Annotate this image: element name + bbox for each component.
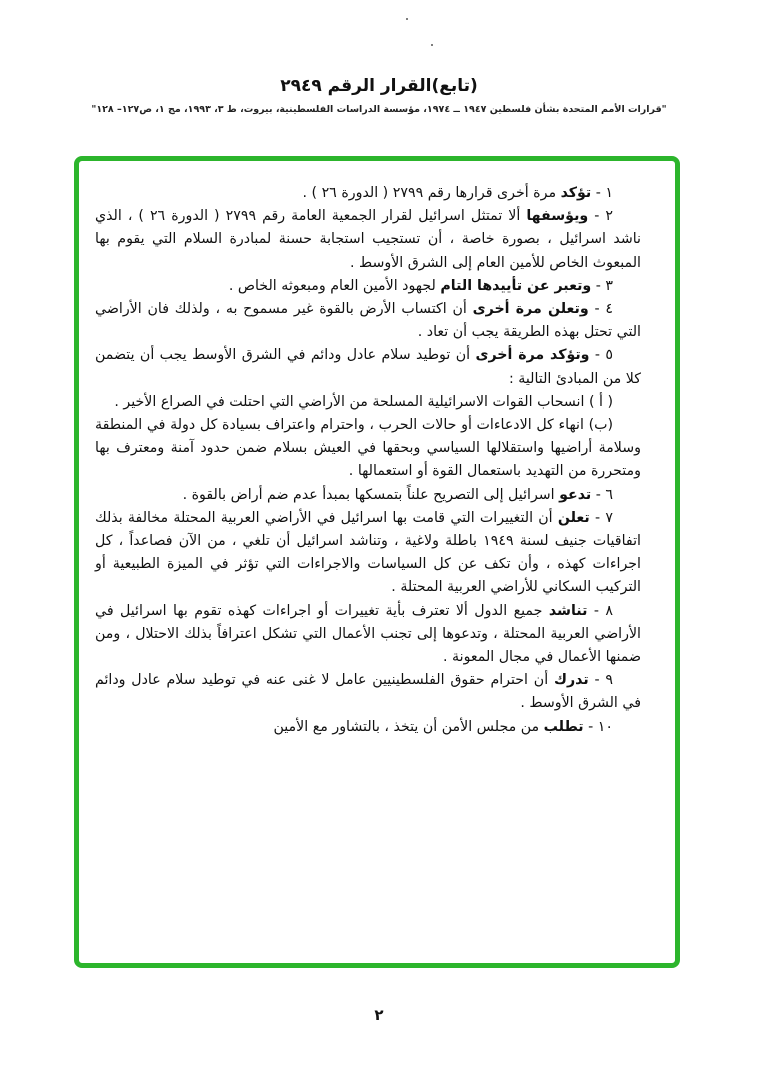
paragraph-number: ٧ -: [589, 509, 613, 526]
paragraph-text: ألا تمتثل اسرائيل لقرار الجمعية العامة رقم ٢٧٩٩ ( الدورة ٢٦ ) ، الذي ناشد اسرائيل ، بصورة خاصة ، أن تستجيب استجابة حسنة لمبادرة السلام التي يقوم بها المبعوث الخاص للأمين العام إلى الشرق الأوسط .: [95, 208, 641, 271]
paragraph-text: أن احترام حقوق الفلسطينيين عامل لا غنى عنه في توطيد سلام عادل ودائم في الشرق الأوسط .: [95, 672, 641, 712]
paragraph-5: [95, 344, 641, 390]
paragraph-8: [95, 600, 641, 670]
paragraph-4: [95, 298, 641, 344]
paragraph-10: [95, 716, 641, 739]
paragraph-text: اسرائيل إلى التصريح علناً بتمسكها بمبدأ عدم ضم أراض بالقوة .: [182, 486, 560, 503]
paragraph-number: ٢ -: [588, 208, 613, 225]
paragraph-lead: وتعلن مرة أخرى: [472, 301, 589, 318]
paragraph-text: أن التغييرات التي قامت بها اسرائيل في الأراضي العربية المحتلة مخالفة بذلك اتفاقيات جنيف لسنة ١٩٤٩ باطلة ولاغية ، وتناشد اسرائيل أن تلغي ، من الآن فصاعداً ، كل اجراءات كهذه ، وأن تكف عن كل السياسات والاجراءات التي تؤثر في الميزة الطبيعية أو التركيب السكاني للأراضي العربية المحتلة .: [95, 509, 641, 596]
paragraph-text: انسحاب القوات الاسرائيلية المسلحة من الأراضي التي احتلت في الصراع الأخير .: [114, 393, 585, 410]
paragraph-lead: وتعبر عن تأييدها التام: [440, 277, 592, 294]
paragraph-number: ١٠ -: [583, 718, 613, 735]
paragraph-number: ٨ -: [587, 602, 614, 619]
citation-line: "قرارات الأمم المتحدة بشأن فلسطين ١٩٤٧ ــ ١٩٧٤، مؤسسة الدراسات الفلسطينية، بيروت، ط ٣، ١٩٩٣، مج ١، ص١٢٧– ١٢٨": [91, 104, 667, 115]
paragraph-2: [95, 205, 641, 275]
paragraph-number: ٩ -: [588, 672, 613, 689]
resolution-body: [95, 182, 641, 739]
paragraph-number: ٤ -: [588, 301, 613, 318]
page-number: ٢: [374, 1006, 384, 1024]
page-title: (تابع)القرار الرقم ٢٩٤٩: [280, 76, 478, 96]
paragraph-3: [95, 275, 641, 298]
subparagraph-b: [95, 414, 641, 484]
paragraph-number: ٦ -: [591, 486, 613, 503]
paragraph-lead: ويؤسفها: [526, 208, 589, 225]
paragraph-text: من مجلس الأمن أن يتخذ ، بالتشاور مع الأمين: [273, 718, 544, 735]
paragraph-text: أن توطيد سلام عادل ودائم في الشرق الأوسط يجب أن يتضمن كلا من المبادئ التالية :: [95, 347, 641, 387]
paragraph-number: ( أ ): [584, 393, 613, 410]
paragraph-7: [95, 507, 641, 600]
paragraph-text: لجهود الأمين العام ومبعوثه الخاص .: [228, 277, 441, 294]
paragraph-number: ٥ -: [589, 347, 613, 364]
paragraph-number: (ب): [583, 417, 613, 434]
paragraph-text: مرة أخرى قرارها رقم ٢٧٩٩ ( الدورة ٢٦ ) .: [302, 185, 561, 201]
paragraph-lead: تدعو: [559, 486, 592, 503]
paragraph-text: أن اكتساب الأرض بالقوة غير مسموح به ، ولذلك فان الأراضي التي تحتل بهذه الطريقة يجب أن تعاد .: [95, 301, 641, 341]
paragraph-number: ٣ -: [591, 277, 613, 294]
paragraph-1: [95, 182, 641, 205]
paragraph-lead: تطلب: [543, 718, 584, 735]
scan-speck: [406, 18, 408, 20]
subparagraph-a: [95, 391, 641, 414]
paragraph-lead: تناشد: [548, 602, 588, 619]
paragraph-lead: تعلن: [557, 509, 590, 526]
paragraph-number: ١ -: [591, 185, 613, 201]
paragraph-lead: وتؤكد مرة أخرى: [475, 347, 590, 364]
paragraph-lead: تؤكد: [560, 185, 592, 201]
paragraph-text: جميع الدول ألا تعترف بأية تغييرات أو اجراءات كهذه تقوم بها اسرائيل في الأراضي العربية المحتلة ، وتدعوها إلى تجنب الأعمال التي تشكل اعترافاً بذلك الاحتلال ، ومن ضمنها الأعمال في مجال المعونة .: [95, 602, 641, 666]
paragraph-lead: تدرك: [553, 672, 589, 689]
paragraph-6: [95, 484, 641, 507]
paragraph-text: انهاء كل الادعاءات أو حالات الحرب ، واحترام واعتراف بسيادة كل دولة في المنطقة وسلامة أراضيها واستقلالها السياسي وبحقها في العيش بسلام ضمن حدود آمنة ومعترف بها ومتحررة من التهديد باستعمال القوة أو استعمالها .: [95, 417, 641, 480]
scan-speck: [431, 44, 433, 46]
paragraph-9: [95, 669, 641, 715]
